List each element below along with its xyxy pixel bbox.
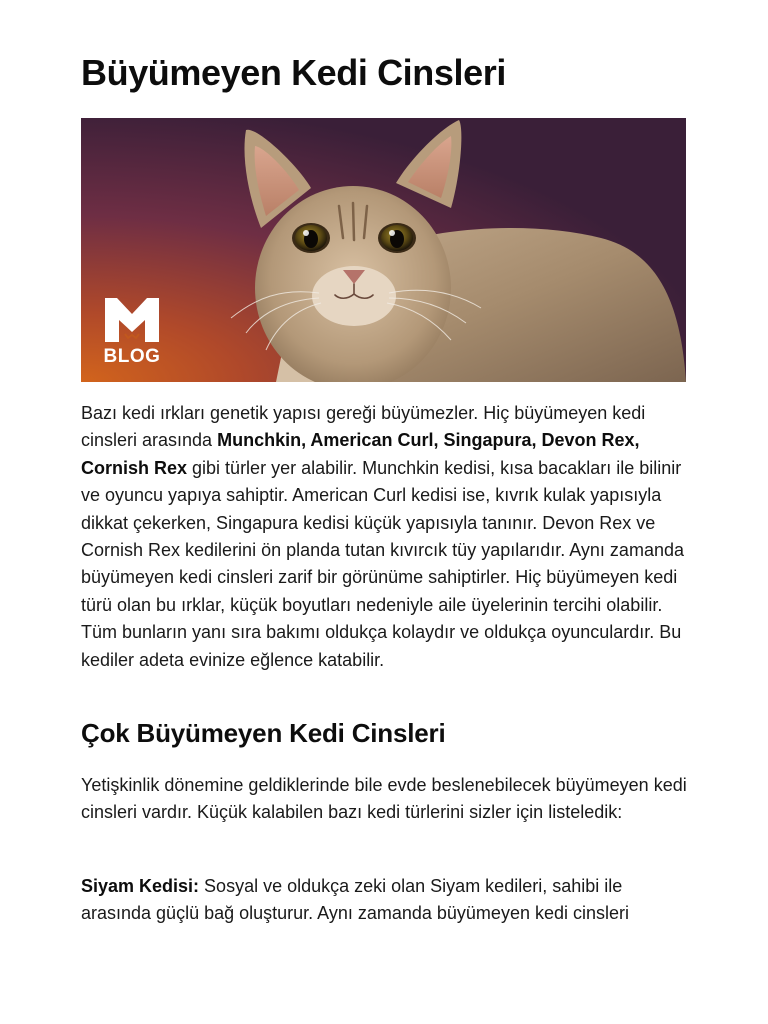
siyam-paragraph <box>81 873 691 928</box>
m-logo-icon <box>103 294 161 344</box>
intro-breeds: Munchkin, American Curl, Singapura, Devon Rex, Cornish Rex <box>81 430 640 478</box>
section-paragraph: Yetişkinlik dönemine geldiklerinde bile evde beslenebilecek büyümeyen kedi cinsleri vardır. Küçük kalabilen bazı kedi türlerini sizler için listeledik: <box>81 775 687 823</box>
blog-label: BLOG <box>103 346 161 367</box>
blog-logo[interactable] <box>99 294 165 368</box>
intro-paragraph <box>81 400 691 674</box>
intro-text-1: Bazı kedi ırkları genetik yapısı gereği büyümezler. Hiç büyümeyen kedi cinsleri arasında <box>81 403 646 451</box>
section-heading: Çok Büyümeyen Kedi Cinsleri <box>81 718 446 748</box>
page-title: Büyümeyen Kedi Cinsleri <box>81 52 506 93</box>
hero-image <box>81 118 686 382</box>
siyam-label: Siyam Kedisi: <box>81 876 200 896</box>
intro-text-2: gibi türler yer alabilir. Munchkin kedisi, kısa bacakları ile bilinir ve oyuncu yapıya sahiptir. American Curl kedisi ise, kıvrık kulak yapısıyla dikkat çekerken, Singapura kedisi küçük yapısıyla tanınır. Devon Rex ve Cornish Rex kedilerini ön planda tutan kıvırcık tüy yapılarıdır. Aynı zamanda büyümeyen kedi cinsleri zarif bir görünüme sahiptirler. Hiç büyümeyen kedi türü olan bu ırklar, küçük boyutları nedeniyle aile üyelerinin tercihi olabilir. Tüm bunların yanı sıra bakımı oldukça kolaydır ve oldukça oyunculardır. Bu kediler adeta evinize eğlence katabilir. <box>81 457 684 670</box>
siyam-text: Sosyal ve oldukça zeki olan Siyam kedileri, sahibi ile arasında güçlü bağ oluşturur. Aynı zamanda büyümeyen kedi cinsleri <box>81 876 629 924</box>
cat-photo <box>81 118 686 382</box>
